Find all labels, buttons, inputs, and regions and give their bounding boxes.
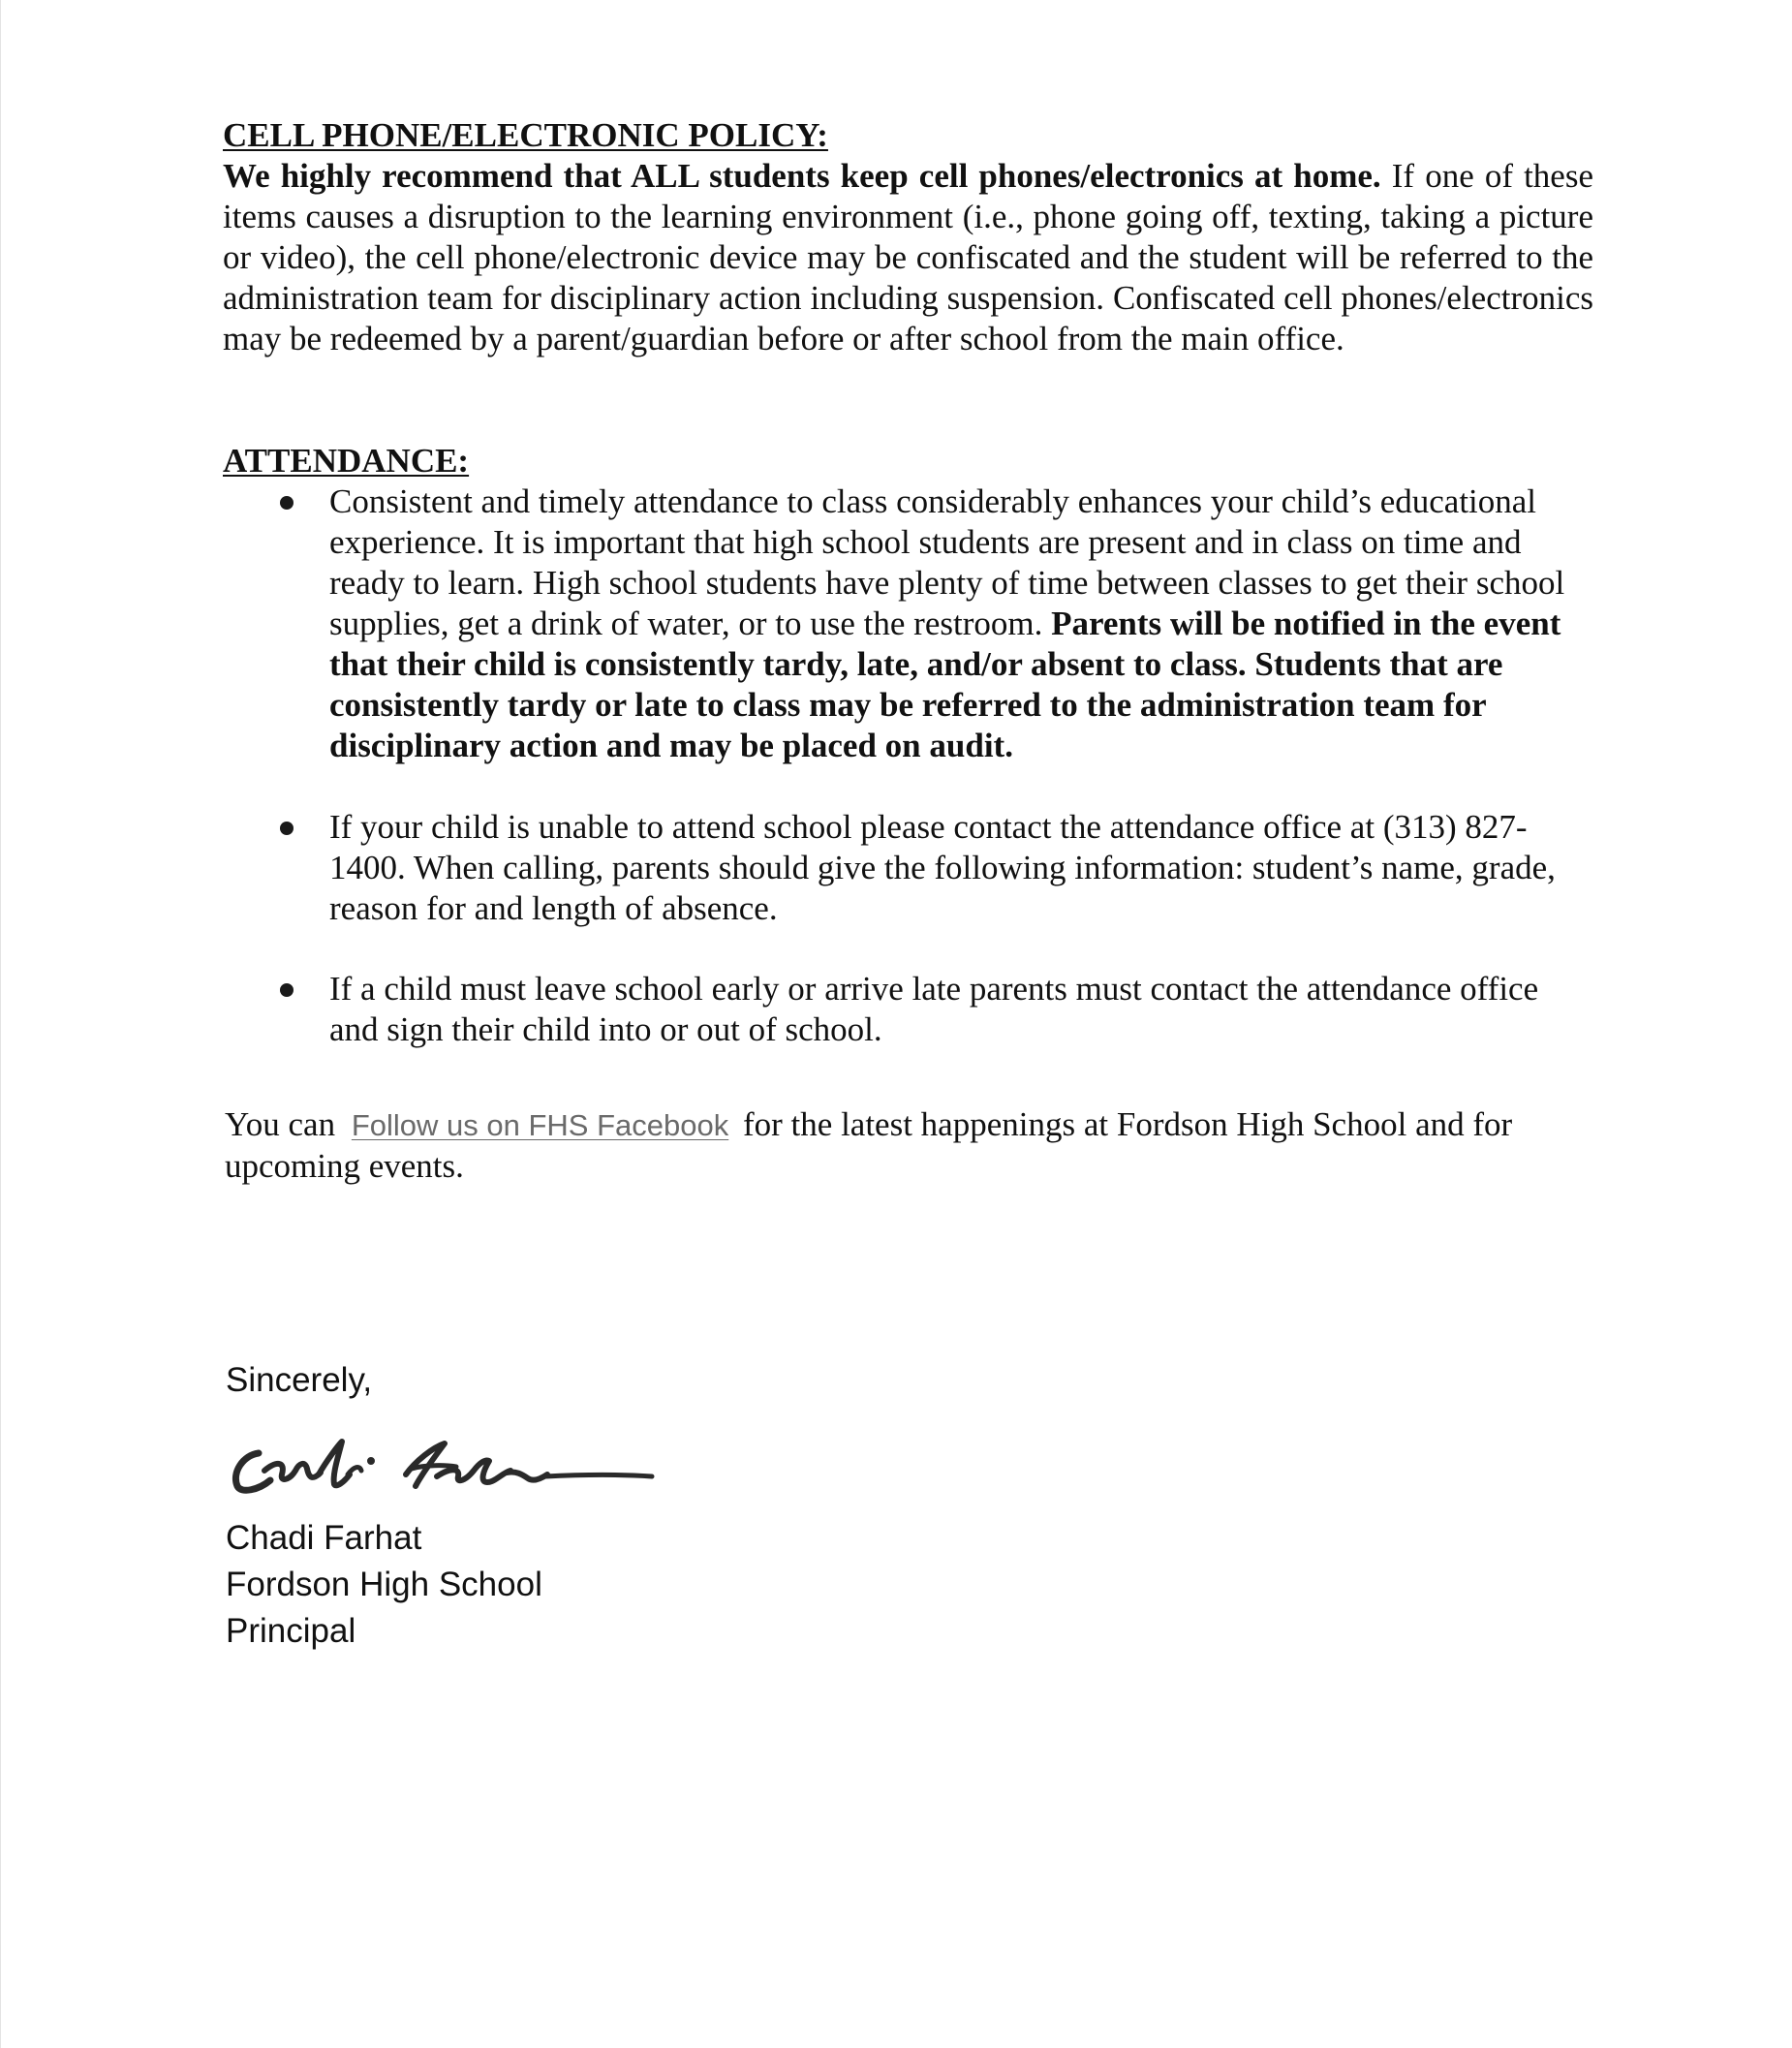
attendance-bullet	[329, 807, 1593, 929]
facebook-suffix: for the latest happenings at Fordson High School and for upcoming events.	[225, 1105, 1513, 1185]
cell-phone-policy-paragraph	[223, 156, 1593, 359]
cell-phone-policy-lead: We highly recommend that ALL students keep cell phones/electronics at home.	[223, 157, 1381, 195]
bullet-icon	[280, 822, 294, 835]
attendance-bullet-bold-text: Parents will be notified in the event that their child is consistently tardy, late, and/or absent to class. Students that are consistently tardy or late to class may be referred to the administration team for disciplinary action and may be placed on audit.	[329, 605, 1561, 764]
signer-title: Principal	[226, 1612, 356, 1650]
attendance-bullet-text: If your child is unable to attend school please contact the attendance office at (313) 827-1400. When calling, parents should give the following information: student’s name, grade, reason for and length of absence.	[329, 808, 1556, 927]
bullet-icon	[280, 496, 294, 510]
cell-phone-policy-body: If one of these items causes a disruption to the learning environment (i.e., phone going off, texting, taking a picture or video), the cell phone/electronic device may be confiscated and the student will be referred to the administration team for disciplinary action including suspension. Confiscated cell phones/electronics may be redeemed by a parent/guardian before or after school from the main office.	[223, 157, 1593, 357]
signature-image	[226, 1432, 662, 1509]
signer-name: Chadi Farhat	[226, 1519, 422, 1557]
facebook-prefix: You can	[225, 1105, 336, 1143]
facebook-link[interactable]: Follow us on FHS Facebook	[351, 1108, 729, 1142]
attendance-heading: ATTENDANCE:	[223, 442, 470, 480]
facebook-paragraph	[225, 1104, 1595, 1187]
attendance-bullet	[329, 969, 1593, 1050]
bullet-icon	[280, 983, 294, 997]
attendance-bullet-text: If a child must leave school early or arrive late parents must contact the attendance office and sign their child into or out of school.	[329, 970, 1539, 1048]
cell-phone-policy-heading: CELL PHONE/ELECTRONIC POLICY:	[223, 116, 828, 154]
cell-phone-policy-section	[223, 115, 1593, 359]
attendance-bullet	[329, 481, 1593, 766]
attendance-bullet-text: Consistent and timely attendance to class considerably enhances your child’s educational experience. It is important that high school students are present and in class on time and ready to learn. High school students have plenty of time between classes to get their school supplies, get a drink of water, or to use the restroom.	[329, 482, 1565, 642]
signer-block	[226, 1515, 542, 1655]
closing-salutation: Sincerely,	[226, 1361, 373, 1399]
signer-school: Fordson High School	[226, 1566, 542, 1603]
